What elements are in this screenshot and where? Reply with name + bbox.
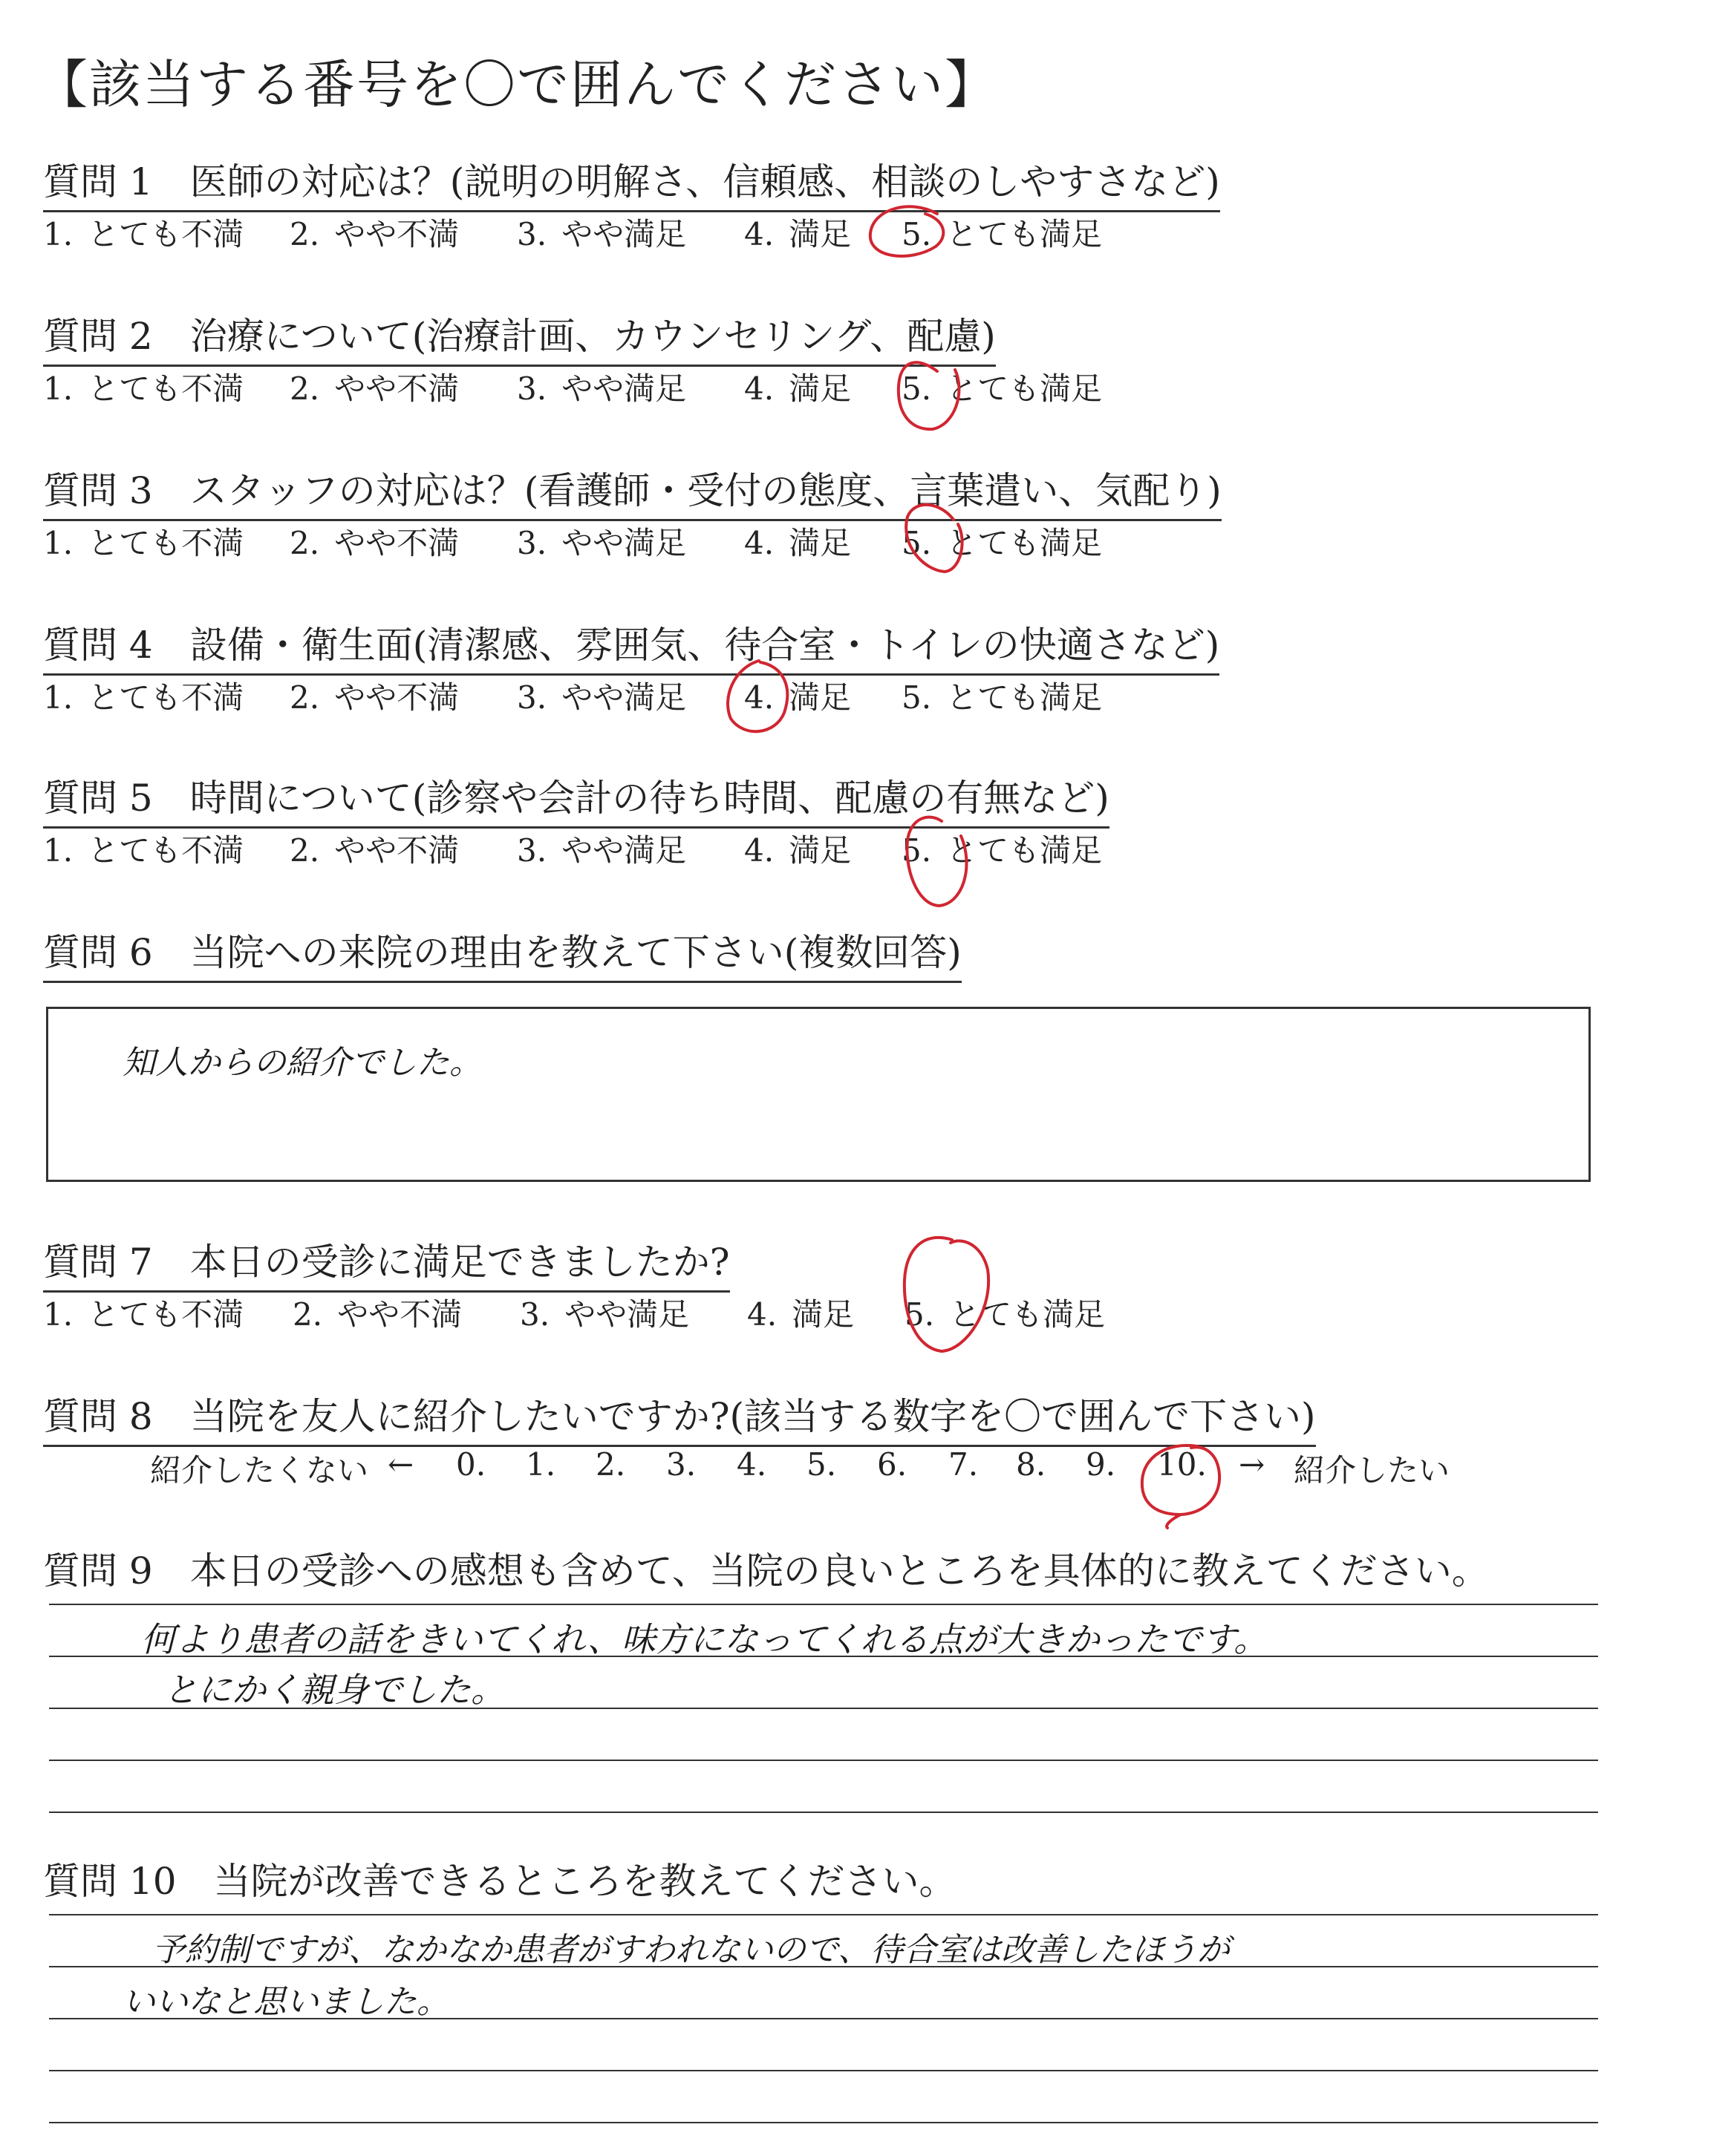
option-2[interactable]: 2. やや不満 [293, 1296, 463, 1333]
scale-option-9[interactable]: 9. [1086, 1446, 1116, 1483]
option-4[interactable]: 4. 満足 [744, 525, 852, 561]
scale-option-6[interactable]: 6. [877, 1446, 907, 1483]
option-3[interactable]: 3. やや満足 [517, 832, 687, 869]
q9-handwritten-line-1: 何より患者の話をきいてくれ、味方になってくれる点が大きかったです。 [141, 1619, 1268, 1659]
question-number: 質問 8 [43, 1395, 153, 1438]
q4-selection-circle [728, 661, 787, 731]
question-number: 質問 4 [43, 624, 153, 667]
page-heading: 【該当する番号を〇で囲んでください】 [36, 54, 998, 115]
q9-handwritten-line-2: とにかく親身でした。 [163, 1670, 505, 1710]
right-arrow-icon: → [1239, 1446, 1265, 1483]
option-1[interactable]: 1. とても不満 [43, 525, 244, 561]
option-4[interactable]: 4. 満足 [744, 216, 852, 252]
q10-handwritten-line-1: 予約制ですが、なかなか患者がすわれないので、待合室は改善したほうが [152, 1931, 1231, 1969]
q8-selection-circle [1142, 1446, 1219, 1528]
option-4[interactable]: 4. 満足 [744, 370, 852, 407]
option-2[interactable]: 2. やや不満 [290, 679, 460, 716]
option-3[interactable]: 3. やや満足 [517, 679, 687, 716]
option-2[interactable]: 2. やや不満 [290, 832, 460, 869]
option-3[interactable]: 3. やや満足 [517, 370, 687, 407]
option-5[interactable]: 5. とても満足 [902, 679, 1103, 716]
scale-option-3[interactable]: 3. [666, 1446, 697, 1483]
question-text: 医師の対応は？(説明の明解さ、信頼感、相談のしやすさなど) [189, 160, 1220, 203]
scale-right-label: 紹介したい [1294, 1452, 1450, 1489]
selection-circles [728, 206, 1219, 1528]
scale-option-2[interactable]: 2. [596, 1446, 626, 1483]
question-text: 本日の受診に満足できましたか? [189, 1241, 730, 1284]
option-5[interactable]: 5. とても満足 [902, 525, 1103, 561]
option-1[interactable]: 1. とても不満 [43, 216, 244, 252]
scale-option-8[interactable]: 8. [1016, 1446, 1046, 1483]
option-4[interactable]: 4. 満足 [744, 679, 852, 716]
left-arrow-icon: ← [388, 1446, 414, 1483]
q3-selection-circle [906, 505, 962, 572]
option-2[interactable]: 2. やや不満 [290, 525, 460, 561]
option-4[interactable]: 4. 満足 [744, 832, 852, 869]
scale-left-label: 紹介したくない [150, 1452, 369, 1489]
option-1[interactable]: 1. とても不満 [43, 679, 244, 716]
question-text: 本日の受診への感想も含めて、当院の良いところを具体的に教えてください。 [189, 1549, 1489, 1592]
question-number: 質問 9 [43, 1549, 153, 1592]
q1-selection-circle [870, 206, 944, 256]
q10-handwritten-line-2: いいなと思いました。 [123, 1983, 449, 2021]
question-text: スタッフの対応は？(看護師・受付の態度、言葉遣い、気配り) [189, 469, 1222, 512]
option-1[interactable]: 1. とても不満 [43, 1296, 244, 1333]
question-number: 質問 1 [43, 160, 153, 203]
question-text: 当院を友人に紹介したいですか?(該当する数字を〇で囲んで下さい) [189, 1395, 1316, 1438]
option-1[interactable]: 1. とても不満 [43, 370, 244, 407]
option-3[interactable]: 3. やや満足 [520, 1296, 690, 1333]
option-3[interactable]: 3. やや満足 [517, 525, 687, 561]
option-5[interactable]: 5. とても満足 [902, 216, 1103, 252]
scale-option-7[interactable]: 7. [948, 1446, 979, 1483]
q2-selection-circle [899, 362, 959, 429]
question-number: 質問 10 [43, 1860, 177, 1903]
option-3[interactable]: 3. やや満足 [517, 216, 687, 252]
q5-selection-circle [907, 817, 966, 906]
q7-selection-circle [905, 1238, 988, 1351]
q6-handwritten-answer: 知人からの紹介でした。 [123, 1044, 482, 1082]
question-number: 質問 3 [43, 469, 153, 512]
question-text: 治療について(治療計画、カウンセリング、配慮) [189, 315, 996, 358]
question-number: 質問 2 [43, 315, 153, 358]
option-5[interactable]: 5. とても満足 [902, 832, 1103, 869]
scale-option-10[interactable]: 10. [1157, 1446, 1207, 1483]
option-4[interactable]: 4. 満足 [747, 1296, 855, 1333]
question-number: 質問 6 [43, 931, 153, 974]
scale-option-4[interactable]: 4. [737, 1446, 767, 1483]
question-text: 時間について(診察や会計の待ち時間、配慮の有無など) [189, 777, 1109, 820]
option-2[interactable]: 2. やや不満 [290, 216, 460, 252]
question-number: 質問 7 [43, 1241, 153, 1284]
question-text: 当院への来院の理由を教えて下さい(複数回答) [189, 931, 962, 974]
question-number: 質問 5 [43, 777, 153, 820]
scale-option-1[interactable]: 1. [526, 1446, 556, 1483]
option-2[interactable]: 2. やや不満 [290, 370, 460, 407]
scale-option-0[interactable]: 0. [456, 1446, 486, 1483]
option-1[interactable]: 1. とても不満 [43, 832, 244, 869]
scale-option-5[interactable]: 5. [806, 1446, 837, 1483]
option-5[interactable]: 5. とても満足 [905, 1296, 1106, 1333]
question-text: 設備・衛生面(清潔感、雰囲気、待合室・トイレの快適さなど) [189, 624, 1220, 667]
question-text: 当院が改善できるところを教えてください。 [213, 1860, 956, 1903]
option-5[interactable]: 5. とても満足 [902, 370, 1103, 407]
